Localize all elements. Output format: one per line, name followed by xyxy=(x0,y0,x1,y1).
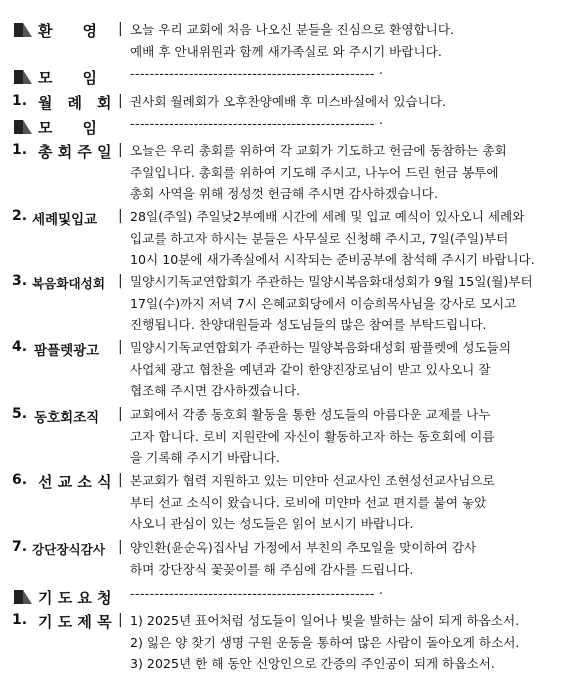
text-line: 1) 2025년 표어처럼 성도들이 일어나 빛을 발하는 삶이 되게 하옵소서. xyxy=(130,613,520,628)
item-text xyxy=(130,404,548,469)
item-label: 복음화대성회 xyxy=(32,276,105,291)
item-label: 월 례 회 xyxy=(38,94,112,112)
text-line: 진행됩니다. 찬양대원들과 성도님들의 많은 참여를 부탁드립니다. xyxy=(130,317,487,332)
separator: | xyxy=(118,208,123,224)
text-line: 오늘 우리 교회에 처음 나오신 분들을 진심으로 환영합니다. xyxy=(130,22,454,37)
section-label-welcome: 환 영 xyxy=(38,22,97,40)
text-line: 입교를 하고자 하시는 분들은 사무실로 신청해 주시고, 7일(주일)부터 xyxy=(130,230,509,246)
item-text xyxy=(130,470,548,535)
text-line: 밀양시기독교연합회가 주관하는 밀양시복음화대성회가 9월 15일(월)부터 xyxy=(130,274,533,289)
text-line: 17일(수)까지 저녁 7시 은혜교회당에서 이승희목사님을 강사로 모시고 xyxy=(130,295,517,311)
welcome-text xyxy=(130,19,548,62)
item-number: 1. xyxy=(12,612,28,628)
separator: | xyxy=(118,539,123,555)
item-number: 7. xyxy=(12,539,28,555)
separator: | xyxy=(118,273,123,289)
item-number: 6. xyxy=(12,472,28,488)
text-line: 부터 선교 소식이 왔습니다. 로비에 미얀마 선교 편지를 붙여 놓았 xyxy=(130,494,487,510)
item-label: 총 회 주 일 xyxy=(38,143,112,161)
text-line: 예배 후 안내위원과 함께 새가족실로 와 주시기 바랍니다. xyxy=(130,43,442,59)
dash-divider: -------------------------------------------------- · xyxy=(130,67,384,82)
text-line: 10시 10분에 새가족실에서 시작되는 준비공부에 참석해 주시기 바랍니다. xyxy=(130,252,535,267)
section-label-meeting: 모 임 xyxy=(38,69,97,87)
item-number: 2. xyxy=(12,208,28,224)
text-line: 3) 2025년 한 해 동안 신앙인으로 간증의 주인공이 되게 하옵소서. xyxy=(130,656,495,671)
separator: | xyxy=(118,93,123,109)
text-line: 주일입니다. 총회를 위하여 기도해 주시고, 나누어 드린 헌금 봉투에 xyxy=(130,164,499,180)
item-text xyxy=(130,610,548,675)
separator: | xyxy=(118,142,123,158)
separator: | xyxy=(118,612,123,628)
dash-divider: -------------------------------------------------- · xyxy=(130,587,384,602)
dash-divider: -------------------------------------------------- · xyxy=(130,117,384,132)
item-text xyxy=(130,206,548,271)
item-label: 팜플렛광고 xyxy=(34,343,100,359)
item-number: 1. xyxy=(12,93,28,109)
text-line: 양인환(윤순옥)집사님 가정에서 부친의 추모일을 맞이하여 감사 xyxy=(130,540,477,555)
item-label: 기 도 제 목 xyxy=(38,613,112,631)
text-line: 교회에서 각종 동호회 활동을 통한 성도들의 아름다운 교제를 나누 xyxy=(130,407,491,422)
text-line: 고자 합니다. 로비 지원란에 자신이 활동하고자 하는 동호회에 이름 xyxy=(130,428,495,444)
text-line: 사오니 관심이 있는 성도들은 읽어 보시기 바랍니다. xyxy=(130,516,414,531)
item-label: 강단장식감사 xyxy=(32,542,105,557)
item-number: 5. xyxy=(12,406,28,422)
section-marker-icon xyxy=(14,23,32,37)
text-line: 하며 강단장식 꽃꽂이를 해 주심에 감사를 드립니다. xyxy=(130,561,414,577)
text-line: 총회 사역을 위해 정성껏 헌금해 주시면 감사하겠습니다. xyxy=(130,186,438,201)
item-number: 4. xyxy=(12,339,28,355)
text-line: 본교회가 협력 지원하고 있는 미얀마 선교사인 조현성선교사님으로 xyxy=(130,473,495,488)
text-line: 28일(주일) 주일낮2부예배 시간에 세례 및 입교 예식이 있사오니 세례와 xyxy=(130,209,525,224)
item-label: 세례및입교 xyxy=(32,212,98,228)
section-label-prayer: 기 도 요 청 xyxy=(38,589,112,607)
item-text xyxy=(130,337,548,402)
item-text xyxy=(130,537,548,580)
text-line: 협조해 주시면 감사하겠습니다. xyxy=(130,383,301,398)
item-text xyxy=(130,140,548,205)
item-number: 1. xyxy=(12,142,28,158)
text-line: 오늘은 우리 총회를 위하여 각 교회가 기도하고 헌금에 동참하는 총회 xyxy=(130,143,507,158)
text-line: 사업체 광고 협찬을 예년과 같이 한양진장로님이 받고 있사오니 잘 xyxy=(130,361,491,377)
section-marker-icon xyxy=(14,70,32,84)
separator: | xyxy=(118,339,123,355)
separator: | xyxy=(118,21,123,37)
item-label: 동호회조직 xyxy=(34,410,100,426)
section-marker-icon xyxy=(14,590,32,604)
item-label: 선 교 소 식 xyxy=(38,473,112,491)
section-marker-icon xyxy=(14,120,32,134)
text-line: 밀양시기독교연합회가 주관하는 밀양복음화대성회 팜플렛에 성도들의 xyxy=(130,340,511,355)
text-line: 2) 잃은 양 찾기 생명 구원 운동을 통하여 많은 사람이 돌아오게 하소서. xyxy=(130,634,520,650)
separator: | xyxy=(118,472,123,488)
text-line: 권사회 월례회가 오후찬양예배 후 미스바실에서 있습니다. xyxy=(130,94,446,109)
section-label-meeting: 모 임 xyxy=(38,119,97,137)
text-line: 을 기록해 주시기 바랍니다. xyxy=(130,450,280,465)
item-text xyxy=(130,91,548,113)
separator: | xyxy=(118,406,123,422)
item-number: 3. xyxy=(12,273,28,289)
item-text xyxy=(130,271,548,336)
